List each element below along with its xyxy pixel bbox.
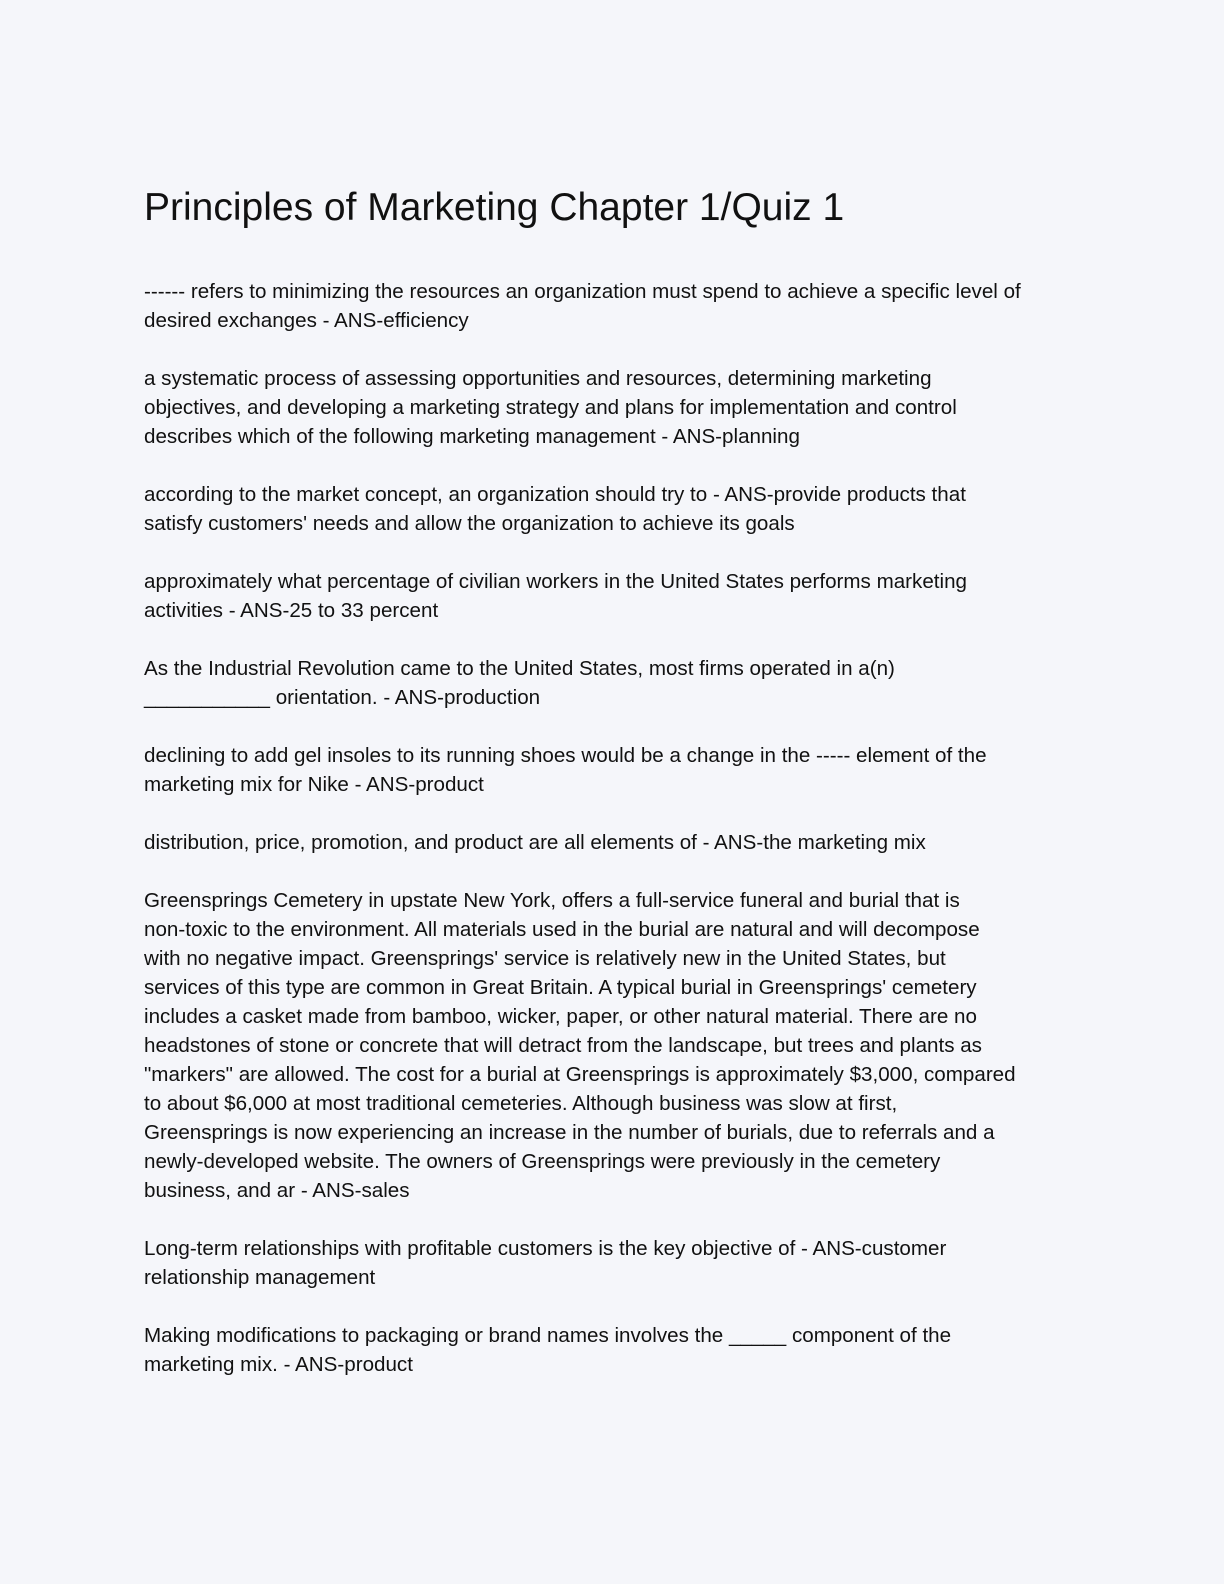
qa-entry: Long-term relationships with profitable customers is the key objective of - ANS-customer relationship management — [144, 1237, 947, 1289]
qa-entry: approximately what percentage of civilian workers in the United States performs marketing activities - ANS-25 to 33 percent — [144, 570, 967, 622]
document-title: Principles of Marketing Chapter 1/Quiz 1 — [144, 186, 845, 229]
qa-entry: according to the market concept, an organization should try to - ANS-provide products that satisfy customers' needs and allow the organization to achieve its goals — [144, 483, 966, 535]
qa-entry: a systematic process of assessing opportunities and resources, determining marketing objectives, and developing a marketing strategy and plans for implementation and control describes which of the following marketing management - ANS-planning — [144, 367, 957, 448]
qa-entry: ------ refers to minimizing the resources an organization must spend to achieve a specific level of desired exchanges - ANS-efficiency — [144, 280, 1021, 332]
qa-entry: Greensprings Cemetery in upstate New York, offers a full-service funeral and burial that is non-toxic to the environment. All materials used in the burial are natural and will decompose with no negative impact. Greensprings' service is relatively new in the United States, but services of this type are common in Great Britain. A typical burial in Greensprings' cemetery includes a casket made from bamboo, wicker, paper, or other natural material. There are no headstones of stone or concrete that will detract from the landscape, but trees and plants as "markers" are allowed. The cost for a burial at Greensprings is approximately $3,000, compared to about $6,000 at most traditional cemeteries. Although business was slow at first, Greensprings is now experiencing an increase in the number of burials, due to referrals and a newly-developed website. The owners of Greensprings were previously in the cemetery business, and ar - ANS-sales — [144, 889, 1016, 1202]
qa-entry: As the Industrial Revolution came to the United States, most firms operated in a(n) ___________ orientation. - ANS-production — [144, 657, 895, 709]
qa-list — [144, 277, 1084, 1408]
qa-entry: declining to add gel insoles to its running shoes would be a change in the ----- element of the marketing mix for Nike - ANS-product — [144, 744, 987, 796]
qa-entry: distribution, price, promotion, and product are all elements of - ANS-the marketing mix — [144, 831, 926, 854]
qa-entry: Making modifications to packaging or brand names involves the _____ component of the marketing mix. - ANS-product — [144, 1324, 952, 1376]
